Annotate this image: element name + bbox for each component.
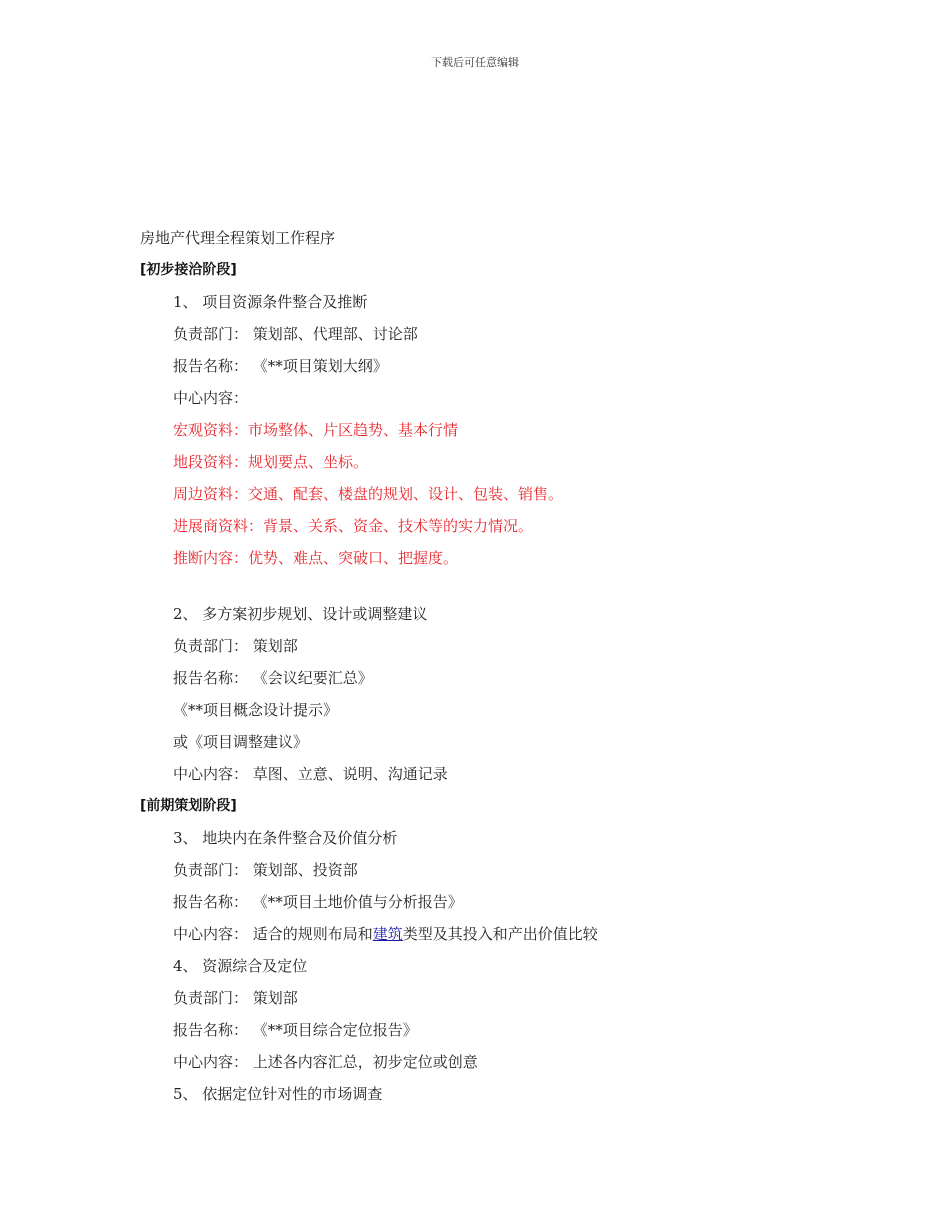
item-4-department: 负责部门： 策划部 — [173, 989, 298, 1007]
item-2-department: 负责部门： 策划部 — [173, 637, 298, 655]
section-heading-early-planning: [前期策划阶段] — [140, 798, 237, 814]
item-4-report-name: 报告名称： 《**项目综合定位报告》 — [173, 1021, 418, 1039]
section-heading-initial-contact: [初步接洽阶段] — [140, 262, 237, 278]
item-2-heading: 2、 多方案初步规划、设计或调整建议 — [173, 605, 428, 623]
item-3-core-content — [140, 918, 820, 950]
item-2-report-alt-2: 或《项目调整建议》 — [173, 733, 309, 751]
document-body — [140, 222, 820, 1110]
item-3-heading: 3、 地块内在条件整合及价值分析 — [173, 829, 398, 847]
item-1-site-data: 地段资料：规划要点、坐标。 — [173, 453, 369, 471]
item-1-department: 负责部门： 策划部、代理部、讨论部 — [173, 325, 418, 343]
item-1-surrounding-data: 周边资料：交通、配套、楼盘的规划、设计、包装、销售。 — [173, 485, 564, 503]
item-3-core-suffix: 类型及其投入和产出价值比较 — [402, 925, 598, 943]
item-1-macro-data: 宏观资料：市场整体、片区趋势、基本行情 — [173, 421, 459, 439]
item-2-report-alt-1: 《**项目概念设计提示》 — [173, 701, 339, 719]
paragraph-gap — [140, 574, 820, 598]
item-5-heading: 5、 依据定位针对性的市场调查 — [173, 1085, 383, 1103]
item-1-report-name: 报告名称： 《**项目策划大纲》 — [173, 357, 388, 375]
item-1-heading: 1、 项目资源条件整合及推断 — [173, 293, 368, 311]
building-link[interactable]: 建筑 — [372, 925, 403, 943]
item-4-core-content: 中心内容： 上述各内容汇总，初步定位或创意 — [173, 1053, 478, 1071]
item-2-core-content: 中心内容： 草图、立意、说明、沟通记录 — [173, 765, 448, 783]
item-1-judgement: 推断内容：优势、难点、突破口、把握度。 — [173, 549, 459, 567]
item-3-report-name: 报告名称： 《**项目土地价值与分析报告》 — [173, 893, 463, 911]
document-title: 房地产代理全程策划工作程序 — [140, 229, 336, 247]
item-4-heading: 4、 资源综合及定位 — [173, 957, 308, 975]
item-1-core-content: 中心内容： — [173, 389, 249, 407]
item-2-report-name: 报告名称： 《会议纪要汇总》 — [173, 669, 373, 687]
item-1-developer-data: 进展商资料：背景、关系、资金、技术等的实力情况。 — [173, 517, 534, 535]
item-3-department: 负责部门： 策划部、投资部 — [173, 861, 358, 879]
page-header-note: 下载后可任意编辑 — [431, 56, 519, 69]
item-3-core-prefix: 中心内容： 适合的规则布局和 — [173, 925, 373, 943]
